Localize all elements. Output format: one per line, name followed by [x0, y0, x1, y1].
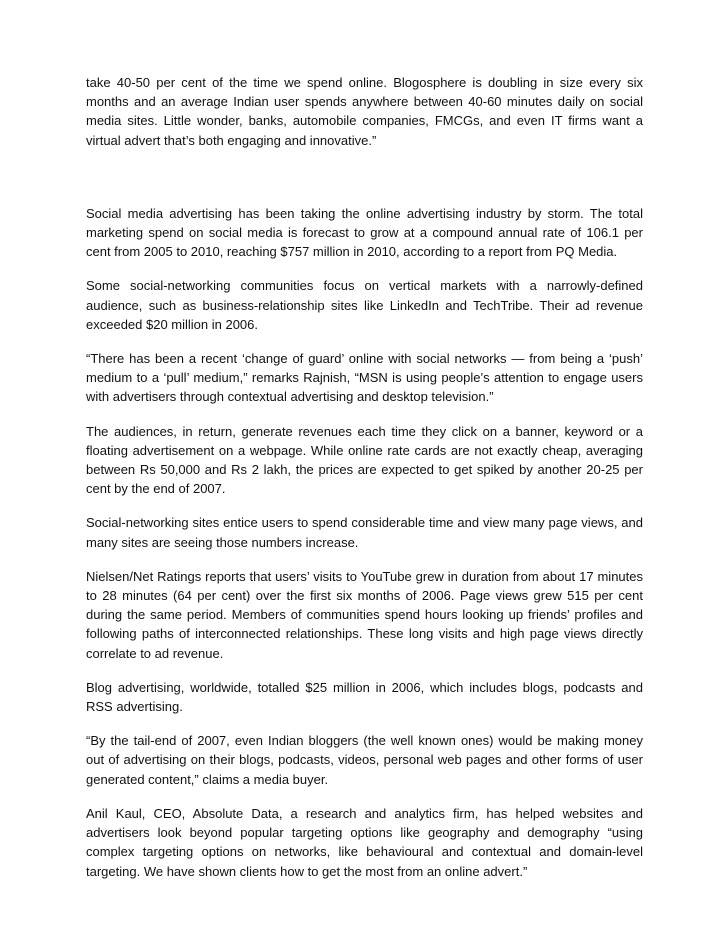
paragraph-vertical-markets: Some social-networking communities focus on vertical markets with a narrowly-defined audience, such as business-relationship sites like LinkedIn and TechTribe. Their ad revenue exceeded $20 million in 2006.: [86, 278, 643, 332]
paragraph-page-views: Social-networking sites entice users to spend considerable time and view many page views, and many sites are seeing those numbers increase.: [86, 515, 643, 550]
paragraph-social-media-spend: Social media advertising has been taking the online advertising industry by storm. The total marketing spend on social media is forecast to grow at a compound annual rate of 106.1 per cent from 2005 to 2010, reaching $757 million in 2010, according to a report from PQ Media.: [86, 205, 643, 260]
paragraph-anil-kaul: Anil Kaul, CEO, Absolute Data, a research and analytics firm, has helped websites and advertisers look beyond popular targeting options like geography and demography “using complex targeting options on networks, like behavioural and contextual and domain-level targeting. We have shown clients how to get the most from an online advert.”: [86, 805, 643, 879]
paragraph-nielsen-ratings: Nielsen/Net Ratings reports that users’ visits to YouTube grew in duration from about 17 minutes to 28 minutes (64 per cent) over the first six months of 2006. Page views grew 515 per cent during the same period. Members of communities spend hours looking up friends’ profiles and following paths of interconnected relationships. These long visits and high page views directly correlate to ad revenue.: [86, 568, 643, 661]
article-body: [86, 73, 643, 896]
paragraph-blog-advertising: Blog advertising, worldwide, totalled $25 million in 2006, which includes blogs, podcasts and RSS advertising.: [86, 679, 643, 715]
paragraph-media-buyer-quote: “By the tail-end of 2007, even Indian bloggers (the well known ones) would be making money out of advertising on their blogs, podcasts, videos, personal web pages and other forms of user generated content,” claims a media buyer.: [86, 733, 643, 787]
paragraph-rajnish-quote: “There has been a recent ‘change of guard’ online with social networks — from being a ‘push’ medium to a ‘pull’ medium,” remarks Rajnish, “MSN is using people’s attention to engage users with advertisers through contextual advertising and desktop television.”: [86, 351, 643, 405]
paragraph-intro-quote: take 40-50 per cent of the time we spend online. Blogosphere is doubling in size every six months and an average Indian user spends anywhere between 40-60 minutes daily on social media sites. Little wonder, banks, automobile companies, FMCGs, and even IT firms want a virtual advert that’s both engaging and innovative.”: [86, 75, 643, 148]
paragraph-audience-revenues: The audiences, in return, generate revenues each time they click on a banner, keyword or a floating advertisement on a webpage. While online rate cards are not exactly cheap, averaging between Rs 50,000 and Rs 2 lakh, the prices are expected to get spiked by another 20-25 per cent by the end of 2007.: [86, 423, 643, 497]
